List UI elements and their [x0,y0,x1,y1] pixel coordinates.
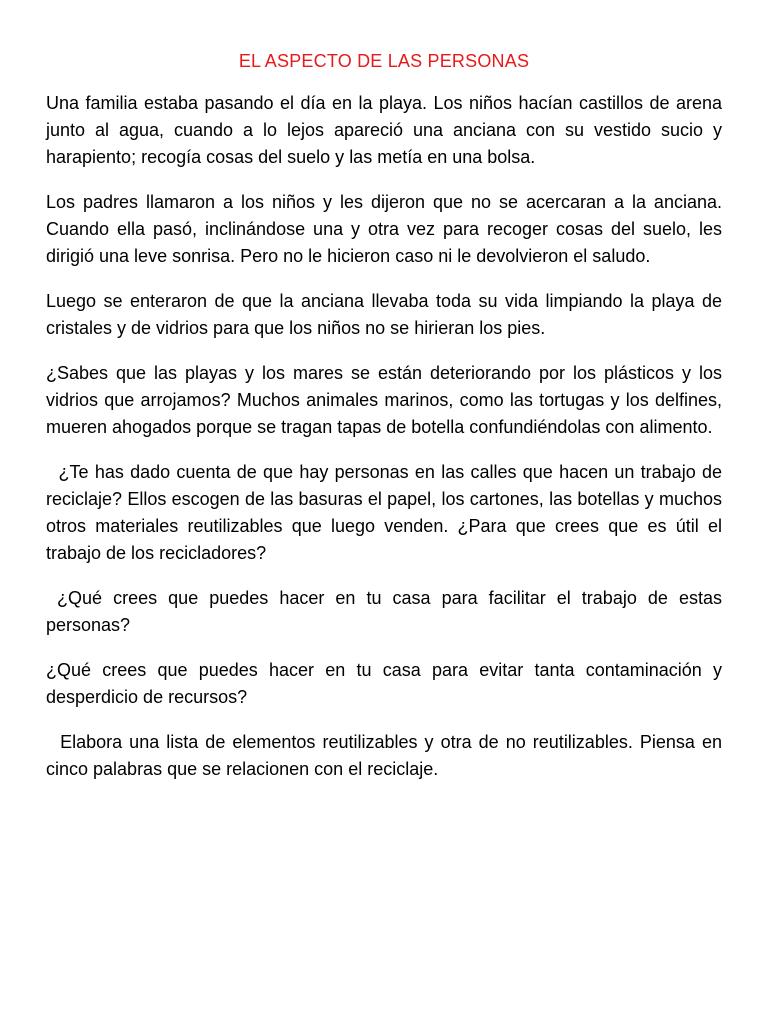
paragraph-2: Los padres llamaron a los niños y les dijeron que no se acercaran a la anciana. Cuando ella pasó, inclinándose una y otra vez para recoger cosas del suelo, les dirigió una leve sonrisa. Pero no le hicieron caso ni le devolvieron el saludo. [46,192,728,266]
paragraph-8: Elabora una lista de elementos reutilizables y otra de no reutilizables. Piensa en cinco palabras que se relacionen con el reciclaje. [46,732,728,779]
paragraph-5: ¿Te has dado cuenta de que hay personas en las calles que hacen un trabajo de reciclaje? Ellos escogen de las basuras el papel, los cartones, las botellas y muchos otros materiales reutilizables que luego venden. ¿Para que crees que es útil el trabajo de los recicladores? [46,462,728,563]
paragraph-6: ¿Qué crees que puedes hacer en tu casa para facilitar el trabajo de estas personas? [46,588,727,635]
paragraph-4: ¿Sabes que las playas y los mares se están deteriorando por los plásticos y los vidrios que arrojamos? Muchos animales marinos, como las tortugas y los delfines, mueren ahogados porque se tragan tapas de botella confundiéndolas con alimento. [46,363,728,437]
document-title: EL ASPECTO DE LAS PERSONAS [238,51,530,71]
paragraph-7: ¿Qué crees que puedes hacer en tu casa para evitar tanta contaminación y desperdicio de recursos? [46,660,728,707]
paragraph-3: Luego se enteraron de que la anciana llevaba toda su vida limpiando la playa de cristales y de vidrios para que los niños no se hirieran los pies. [46,291,728,338]
document-body [46,90,728,801]
paragraph-1: Una familia estaba pasando el día en la playa. Los niños hacían castillos de arena junto al agua, cuando a lo lejos apareció una anciana con su vestido sucio y harapiento; recogía cosas del suelo y las metía en una bolsa. [46,93,728,167]
